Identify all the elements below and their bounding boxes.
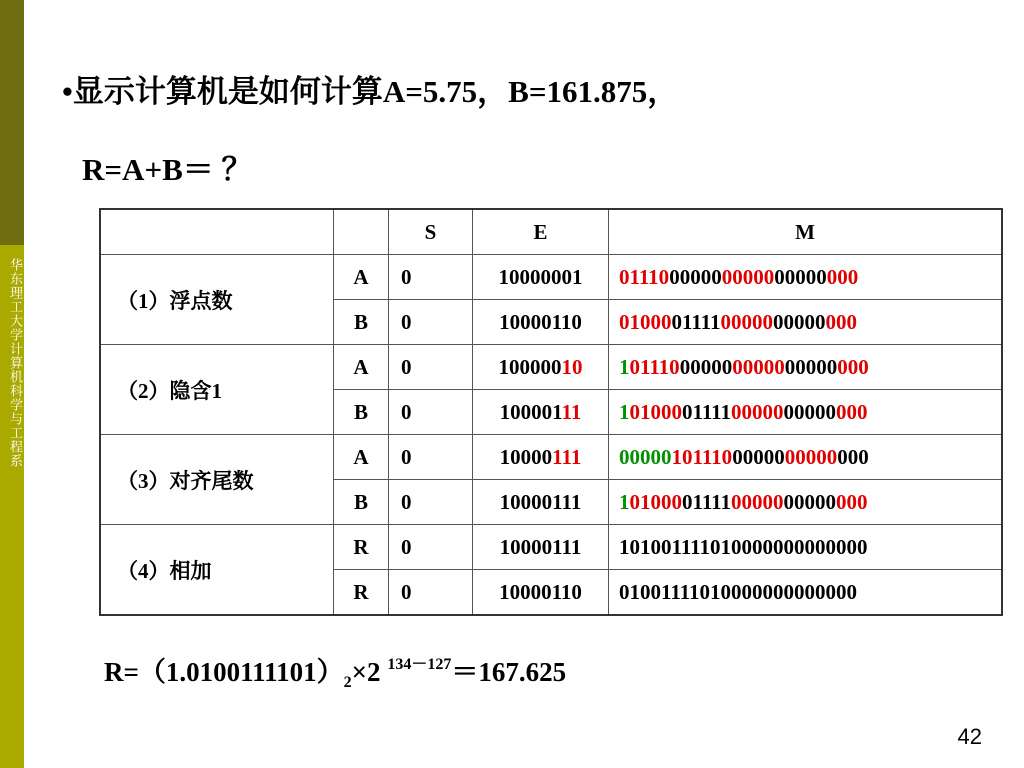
result-base: 2 [343, 674, 352, 691]
exponent-cell [473, 435, 609, 480]
mantissa-cell [609, 435, 1003, 480]
m-bit-group: 00000 [732, 444, 785, 469]
exponent-cell [473, 255, 609, 300]
e-bit-group: 10000110 [499, 309, 582, 334]
var-cell: R [334, 525, 389, 570]
m-bit-group: 00000 [784, 444, 838, 469]
e-bit-group: 10000001 [498, 264, 583, 289]
sign-cell: 0 [389, 570, 473, 616]
department-label: 华东理工大学计算机科学与工程系 [7, 258, 22, 468]
m-bit-group: 101001111010000000000000 [619, 534, 868, 559]
var-cell: A [334, 345, 389, 390]
mantissa-cell [609, 525, 1003, 570]
m-bit-group: 01111 [682, 489, 732, 514]
e-bit-group: 10000111 [499, 534, 582, 559]
m-bit-group: 000 [825, 309, 858, 334]
m-bit-group: 00000 [774, 264, 827, 289]
m-bit-group: 00000 [731, 489, 784, 514]
question-line-1: •显示计算机是如何计算A=5.75，B=161.875， [62, 74, 679, 109]
var-cell: A [334, 435, 389, 480]
question-line-2: R=A+B＝ ？ [82, 152, 253, 187]
var-cell: A [334, 255, 389, 300]
e-bit-group: 100000 [498, 354, 562, 379]
step-label: （4）相加 [100, 525, 334, 616]
m-bit-group: 01000 [629, 489, 682, 514]
mantissa-cell [609, 300, 1003, 345]
table-row [100, 255, 1002, 300]
m-bit-group: 00000 [669, 264, 722, 289]
e-bit-group: 11 [561, 399, 582, 424]
m-bit-group: 01111 [682, 399, 732, 424]
sign-cell: 0 [389, 345, 473, 390]
exponent-cell [473, 390, 609, 435]
m-bit-group: 1 [671, 444, 682, 469]
exponent-cell [473, 300, 609, 345]
m-bit-group: 000 [837, 444, 869, 469]
header-e: E [473, 209, 609, 255]
header-step [100, 209, 334, 255]
exponent-cell [473, 525, 609, 570]
e-bit-group: 10000111 [499, 489, 582, 514]
sign-cell: 0 [389, 255, 473, 300]
result-value: ＝167.625 [451, 657, 567, 687]
m-bit-group: 01000 [629, 399, 682, 424]
page-number: 42 [957, 724, 982, 749]
e-bit-group: 10000 [499, 444, 553, 469]
m-bit-group: 000 [837, 354, 869, 379]
sign-cell: 0 [389, 390, 473, 435]
sign-cell: 0 [389, 435, 473, 480]
m-bit-group: 1 [619, 399, 630, 424]
m-bit-group: 00000 [720, 309, 774, 334]
step-label: （3）对齐尾数 [100, 435, 334, 525]
m-bit-group: 000 [836, 489, 868, 514]
m-bit-group: 01110 [629, 354, 680, 379]
m-bit-group: 00000 [784, 354, 838, 379]
result-times: ×2 [351, 657, 388, 687]
m-bit-group: 01000 [619, 309, 672, 334]
result-formula [104, 650, 566, 692]
m-bit-group: 000 [826, 264, 859, 289]
sign-cell: 0 [389, 480, 473, 525]
m-bit-group: 1 [619, 489, 630, 514]
mantissa-cell [609, 255, 1003, 300]
m-bit-group: 01001111010000000000000 [619, 579, 858, 604]
e-bit-group: 10 [561, 354, 583, 379]
m-bit-group: 00000 [721, 264, 775, 289]
var-cell: B [334, 300, 389, 345]
sidebar-top-band [0, 0, 24, 245]
table-row [100, 525, 1002, 570]
sign-cell: 0 [389, 525, 473, 570]
m-bit-group: 01110 [682, 444, 733, 469]
result-exponent: 134－127 [387, 656, 452, 673]
mantissa-cell [609, 390, 1003, 435]
var-cell: B [334, 390, 389, 435]
m-bit-group: 00000 [679, 354, 733, 379]
m-bit-group: 01110 [619, 264, 670, 289]
header-var [334, 209, 389, 255]
header-m: M [609, 209, 1003, 255]
m-bit-group: 000 [836, 399, 868, 424]
table-row [100, 435, 1002, 480]
float-addition-table [99, 208, 1003, 616]
exponent-cell [473, 570, 609, 616]
exponent-cell [473, 480, 609, 525]
table-header-row [100, 209, 1002, 255]
step-label: （2）隐含1 [100, 345, 334, 435]
m-bit-group: 00000 [783, 399, 837, 424]
result-prefix: R=（1.0100111101） [104, 657, 344, 687]
var-cell: R [334, 570, 389, 616]
exponent-cell [473, 345, 609, 390]
header-s: S [389, 209, 473, 255]
m-bit-group: 00000 [773, 309, 826, 334]
sign-cell: 0 [389, 300, 473, 345]
e-bit-group: 111 [552, 444, 582, 469]
mantissa-cell [609, 345, 1003, 390]
e-bit-group: 10000110 [499, 579, 582, 604]
table-row [100, 345, 1002, 390]
e-bit-group: 100001 [499, 399, 562, 424]
mantissa-cell [609, 570, 1003, 616]
mantissa-cell [609, 480, 1003, 525]
step-label: （1）浮点数 [100, 255, 334, 345]
m-bit-group: 00000 [783, 489, 837, 514]
m-bit-group: 01111 [671, 309, 721, 334]
m-bit-group: 00000 [619, 444, 672, 469]
m-bit-group: 00000 [731, 399, 784, 424]
m-bit-group: 1 [619, 354, 630, 379]
var-cell: B [334, 480, 389, 525]
m-bit-group: 00000 [732, 354, 785, 379]
